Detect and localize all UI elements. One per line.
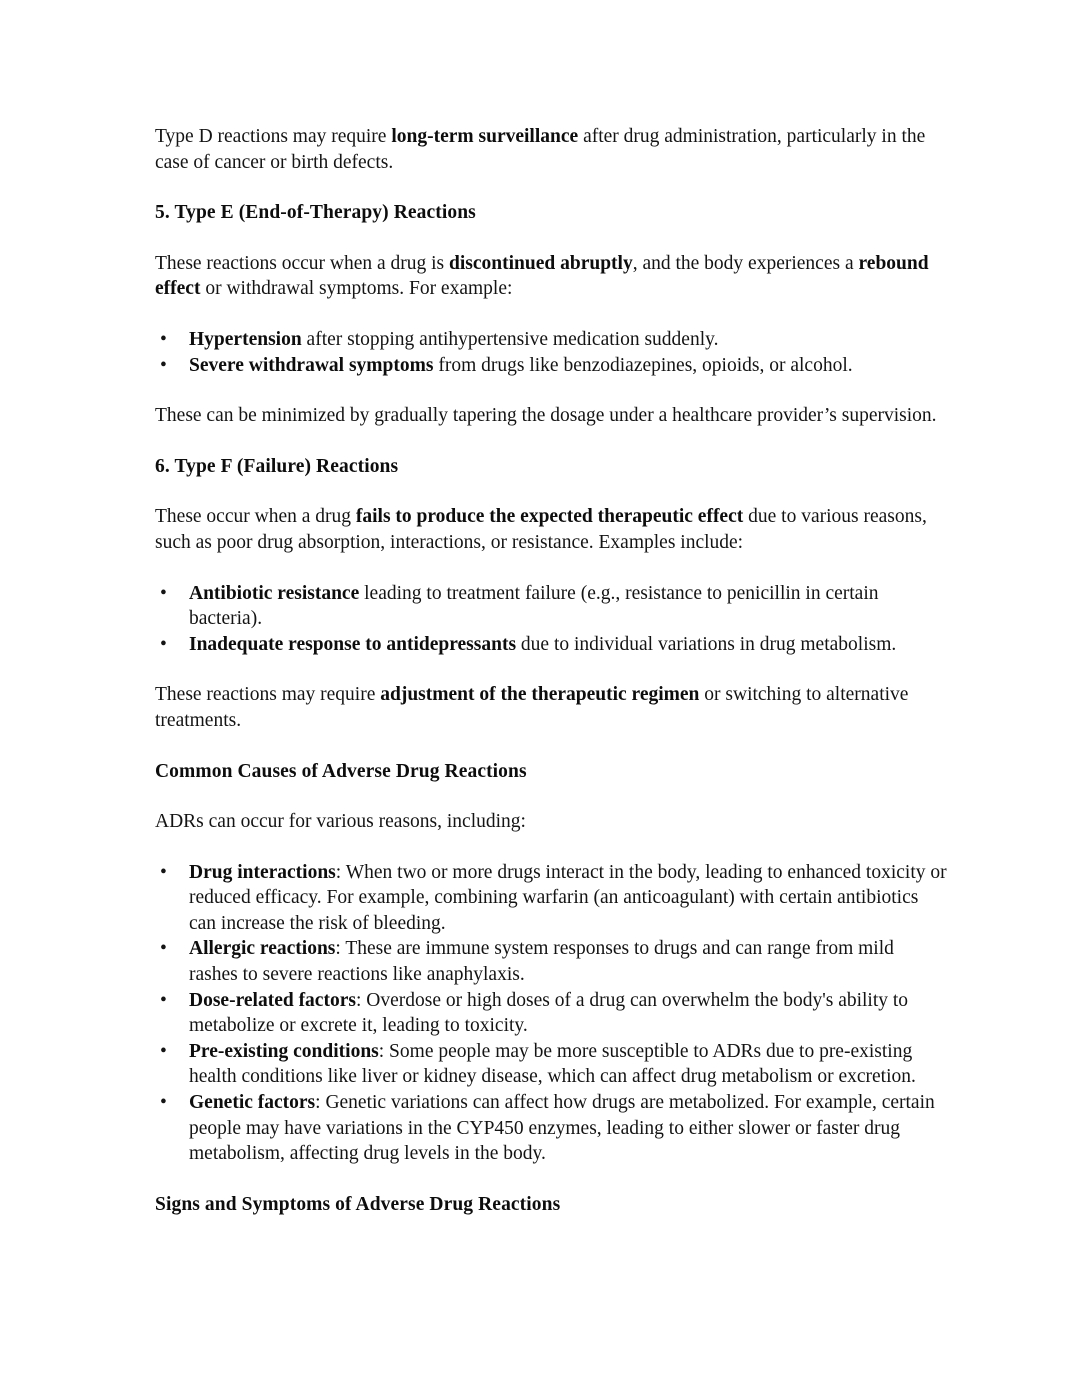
bold-run: rebound effect [155,252,929,300]
bold-run: long-term surveillance [391,126,579,147]
block-spacer [155,1167,947,1192]
text-run: : These are immune system responses to drugs and can range from mild rashes to severe reactions like anaphylaxis. [189,938,894,986]
text-run: : Genetic variations can affect how drugs are metabolized. For example, certain people may have variations in the CYP450 enzymes, leading to either slower or faster drug metabolism, affecting drug levels in the body. [189,1092,935,1165]
bold-run: Allergic reactions [189,938,336,960]
text-run: after stopping antihypertensive medication suddenly. [301,328,719,350]
text-run: or withdrawal symptoms. For example: [200,278,513,300]
block-spacer [155,175,947,200]
para-type-e-intro [155,251,947,302]
text-run: These can be minimized by gradually tapering the dosage under a healthcare provider’s supervision. [155,405,937,427]
para-type-e-tapering [155,403,947,429]
text-run: from drugs like benzodiazepines, opioids, or alcohol. [433,354,853,376]
para-type-f-intro [155,504,947,555]
bold-run: Antibiotic resistance [189,582,360,604]
block-spacer [155,657,947,682]
bold-run: discontinued abruptly [449,252,633,274]
text-run: : Some people may be more susceptible to ADRs due to pre-existing health conditions like liver or kidney disease, which can affect drug metabolism or excretion. [189,1040,916,1088]
block-spacer [155,378,947,403]
text-run: or switching to alternative treatments. [155,684,909,731]
bold-run: Genetic factors [189,1092,316,1114]
list-common-causes [155,860,947,1167]
text-run: These occur when a drug [155,506,356,528]
block-spacer [155,302,947,327]
bold-run: Drug interactions [189,861,336,883]
text-run: due to individual variations in drug metabolism. [516,633,897,655]
block-spacer [155,784,947,809]
bold-run: Dose-related factors [189,989,356,1011]
para-type-f-adjustment [155,682,947,733]
para-type-d-surveillance [155,124,947,175]
list-item-hypertension [155,327,947,353]
text-run: These reactions occur when a drug is [155,252,450,274]
block-spacer [155,556,947,581]
text-run: These reactions may require [155,684,381,706]
list-item-drug-interactions [155,860,947,937]
text-run: leading to treatment failure (e.g., resistance to penicillin in certain bacteria). [189,582,879,630]
text-run: ADRs can occur for various reasons, including: [155,811,526,833]
heading-type-e: 5. Type E (End-of-Therapy) Reactions [155,202,476,224]
bold-run: Pre-existing conditions [189,1040,379,1062]
list-type-f-examples [155,581,947,658]
para-common-causes-intro [155,809,947,835]
block-spacer [155,429,947,454]
text-run: , and the body experiences a [632,252,859,274]
bold-run: Hypertension [189,328,302,350]
block-spacer [155,226,947,251]
bold-run: fails to produce the expected therapeutic effect [355,506,744,528]
list-item-inadequate-antidepressant-response [155,632,947,658]
block-spacer [155,835,947,860]
list-item-antibiotic-resistance [155,581,947,632]
bold-run: Inadequate response to antidepressants [189,633,517,655]
text-run: due to various reasons, such as poor drug absorption, interactions, or resistance. Examples include: [155,506,927,553]
heading-signs-and-symptoms: Signs and Symptoms of Adverse Drug Reactions [155,1193,561,1215]
list-item-dose-related-factors [155,988,947,1039]
block-spacer [155,479,947,504]
block-spacer [155,734,947,759]
bold-run: Severe withdrawal symptoms [189,354,434,376]
text-run: after drug administration, particularly in the case of cancer or birth defects. [155,126,926,173]
heading-common-causes: Common Causes of Adverse Drug Reactions [155,760,527,782]
list-item-allergic-reactions [155,936,947,987]
list-item-genetic-factors [155,1090,947,1167]
bold-run: adjustment of the therapeutic regimen [380,684,700,706]
list-type-e-examples [155,327,947,378]
text-run: : When two or more drugs interact in the body, leading to enhanced toxicity or reduced efficacy. For example, combining warfarin (an anticoagulant) with certain antibiotics can increase the risk of bleeding. [189,861,947,934]
list-item-severe-withdrawal [155,353,947,379]
text-run: Type D reactions may require [155,126,392,147]
list-item-pre-existing-conditions [155,1039,947,1090]
text-run: : Overdose or high doses of a drug can overwhelm the body's ability to metabolize or excrete it, leading to toxicity. [189,989,909,1037]
heading-type-f: 6. Type F (Failure) Reactions [155,455,399,477]
document-body [155,124,947,1217]
